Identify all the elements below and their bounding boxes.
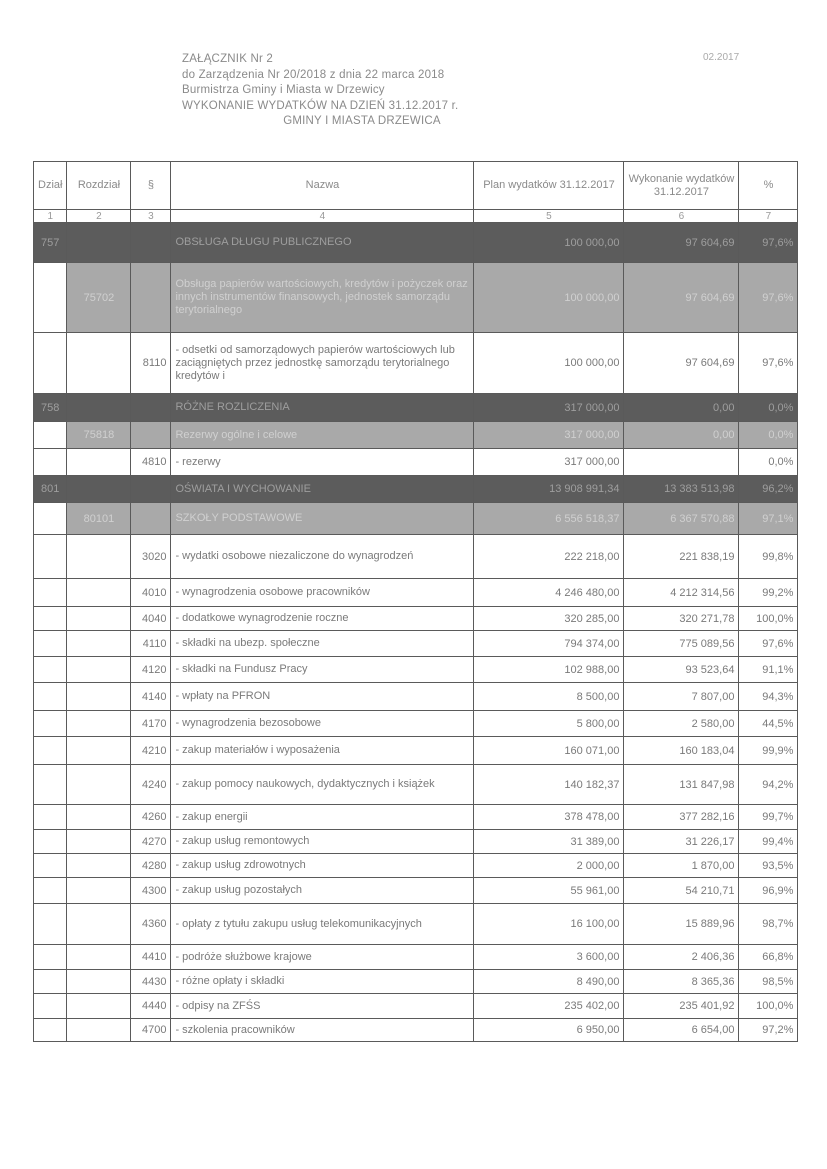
cell-dzial <box>34 904 67 945</box>
cell-dzial <box>34 830 67 854</box>
cell-paragraf <box>131 394 171 422</box>
cell-nazwa: - wynagrodzenia osobowe pracowników <box>171 579 474 607</box>
cell-wykonanie: 97 604,69 <box>624 223 739 263</box>
cell-nazwa: SZKOŁY PODSTAWOWE <box>171 503 474 535</box>
cell-wykonanie: 0,00 <box>624 394 739 422</box>
paragraf-row <box>34 657 798 683</box>
cell-rozdzial <box>67 631 131 657</box>
cell-rozdzial: 75818 <box>67 422 131 449</box>
cell-rozdzial <box>67 333 131 394</box>
cell-procent: 44,5% <box>739 711 798 737</box>
cell-wykonanie: 93 523,64 <box>624 657 739 683</box>
cell-plan: 317 000,00 <box>474 422 624 449</box>
cell-rozdzial <box>67 904 131 945</box>
header-plan: Plan wydatków 31.12.2017 <box>474 162 624 210</box>
cell-paragraf: 4360 <box>131 904 171 945</box>
column-number: 4 <box>171 210 474 223</box>
cell-plan: 6 950,00 <box>474 1019 624 1042</box>
cell-nazwa: - zakup usług zdrowotnych <box>171 854 474 878</box>
cell-plan: 6 556 518,37 <box>474 503 624 535</box>
dzial-row <box>34 394 798 422</box>
cell-wykonanie: 2 406,36 <box>624 945 739 970</box>
cell-procent: 0,0% <box>739 449 798 476</box>
cell-procent: 97,6% <box>739 631 798 657</box>
cell-paragraf <box>131 503 171 535</box>
cell-plan: 378 478,00 <box>474 805 624 830</box>
cell-rozdzial <box>67 994 131 1019</box>
cell-plan: 2 000,00 <box>474 854 624 878</box>
cell-procent: 97,6% <box>739 263 798 333</box>
cell-plan: 55 961,00 <box>474 878 624 904</box>
cell-rozdzial <box>67 854 131 878</box>
cell-plan: 8 500,00 <box>474 683 624 711</box>
cell-plan: 317 000,00 <box>474 394 624 422</box>
cell-dzial <box>34 607 67 631</box>
header-dzial: Dział <box>34 162 67 210</box>
cell-procent: 93,5% <box>739 854 798 878</box>
paragraf-row <box>34 1019 798 1042</box>
cell-plan: 4 246 480,00 <box>474 579 624 607</box>
cell-dzial: 758 <box>34 394 67 422</box>
cell-rozdzial <box>67 830 131 854</box>
header-nazwa: Nazwa <box>171 162 474 210</box>
column-number: 2 <box>67 210 131 223</box>
cell-nazwa: - zakup usług remontowych <box>171 830 474 854</box>
cell-procent: 66,8% <box>739 945 798 970</box>
cell-rozdzial <box>67 805 131 830</box>
cell-dzial <box>34 711 67 737</box>
cell-nazwa: - podróże służbowe krajowe <box>171 945 474 970</box>
cell-paragraf: 4140 <box>131 683 171 711</box>
column-number: 6 <box>624 210 739 223</box>
cell-procent: 100,0% <box>739 607 798 631</box>
cell-wykonanie: 1 870,00 <box>624 854 739 878</box>
cell-paragraf <box>131 422 171 449</box>
cell-wykonanie: 97 604,69 <box>624 263 739 333</box>
cell-plan: 100 000,00 <box>474 223 624 263</box>
cell-rozdzial: 80101 <box>67 503 131 535</box>
header-paragraf: § <box>131 162 171 210</box>
cell-nazwa: Rezerwy ogólne i celowe <box>171 422 474 449</box>
cell-paragraf: 4300 <box>131 878 171 904</box>
cell-plan: 102 988,00 <box>474 657 624 683</box>
cell-nazwa: - wynagrodzenia bezosobowe <box>171 711 474 737</box>
cell-rozdzial <box>67 1019 131 1042</box>
cell-dzial: 757 <box>34 223 67 263</box>
cell-dzial: 801 <box>34 476 67 503</box>
cell-dzial <box>34 333 67 394</box>
paragraf-row <box>34 970 798 994</box>
paragraf-row <box>34 683 798 711</box>
cell-nazwa: - odpisy na ZFŚS <box>171 994 474 1019</box>
cell-paragraf: 4440 <box>131 994 171 1019</box>
cell-nazwa: Obsługa papierów wartościowych, kredytów i pożyczek oraz innych instrumentów finansowych, jednostek samorządu terytorialnego <box>171 263 474 333</box>
paragraf-row <box>34 607 798 631</box>
cell-plan: 235 402,00 <box>474 994 624 1019</box>
cell-plan: 16 100,00 <box>474 904 624 945</box>
cell-wykonanie: 320 271,78 <box>624 607 739 631</box>
attachment-title: ZAŁĄCZNIK Nr 2 <box>182 53 273 65</box>
header-wykonanie: Wykonanie wydatków 31.12.2017 <box>624 162 739 210</box>
column-number: 5 <box>474 210 624 223</box>
cell-nazwa: - zakup pomocy naukowych, dydaktycznych i książek <box>171 765 474 805</box>
cell-paragraf: 4170 <box>131 711 171 737</box>
cell-nazwa: - zakup usług pozostałych <box>171 878 474 904</box>
cell-paragraf <box>131 476 171 503</box>
cell-wykonanie: 2 580,00 <box>624 711 739 737</box>
cell-dzial <box>34 657 67 683</box>
cell-procent: 97,6% <box>739 223 798 263</box>
cell-plan: 13 908 991,34 <box>474 476 624 503</box>
paragraf-row <box>34 945 798 970</box>
cell-paragraf: 4410 <box>131 945 171 970</box>
cell-nazwa: OBSŁUGA DŁUGU PUBLICZNEGO <box>171 223 474 263</box>
rozdzial-row <box>34 422 798 449</box>
cell-rozdzial <box>67 711 131 737</box>
cell-rozdzial: 75702 <box>67 263 131 333</box>
cell-plan: 794 374,00 <box>474 631 624 657</box>
cell-nazwa: - zakup energii <box>171 805 474 830</box>
column-number: 7 <box>739 210 798 223</box>
paragraf-row <box>34 854 798 878</box>
cell-plan: 160 071,00 <box>474 737 624 765</box>
cell-procent: 99,8% <box>739 535 798 579</box>
cell-plan: 100 000,00 <box>474 333 624 394</box>
cell-dzial <box>34 1019 67 1042</box>
cell-dzial <box>34 579 67 607</box>
cell-wykonanie: 6 367 570,88 <box>624 503 739 535</box>
cell-wykonanie: 0,00 <box>624 422 739 449</box>
cell-wykonanie: 4 212 314,56 <box>624 579 739 607</box>
cell-procent: 98,7% <box>739 904 798 945</box>
cell-procent: 97,6% <box>739 333 798 394</box>
rozdzial-row <box>34 503 798 535</box>
cell-plan: 8 490,00 <box>474 970 624 994</box>
dzial-row <box>34 223 798 263</box>
paragraf-row <box>34 904 798 945</box>
cell-nazwa: - rezerwy <box>171 449 474 476</box>
paragraf-row <box>34 765 798 805</box>
cell-paragraf: 4270 <box>131 830 171 854</box>
cell-wykonanie: 97 604,69 <box>624 333 739 394</box>
column-number-row <box>34 210 798 223</box>
cell-paragraf: 4210 <box>131 737 171 765</box>
cell-dzial <box>34 970 67 994</box>
cell-paragraf: 4700 <box>131 1019 171 1042</box>
cell-dzial <box>34 945 67 970</box>
cell-procent: 97,2% <box>739 1019 798 1042</box>
cell-plan: 140 182,37 <box>474 765 624 805</box>
cell-paragraf: 4810 <box>131 449 171 476</box>
cell-wykonanie: 377 282,16 <box>624 805 739 830</box>
cell-dzial <box>34 765 67 805</box>
cell-paragraf: 4260 <box>131 805 171 830</box>
issuer-line: Burmistrza Gminy i Miasta w Drzewicy <box>182 84 385 96</box>
cell-nazwa: RÓŻNE ROZLICZENIA <box>171 394 474 422</box>
header-procent: % <box>739 162 798 210</box>
paragraf-row <box>34 805 798 830</box>
cell-nazwa: - zakup materiałów i wyposażenia <box>171 737 474 765</box>
cell-wykonanie: 13 383 513,98 <box>624 476 739 503</box>
paragraf-row <box>34 711 798 737</box>
cell-nazwa: - składki na Fundusz Pracy <box>171 657 474 683</box>
cell-dzial <box>34 805 67 830</box>
cell-procent: 98,5% <box>739 970 798 994</box>
cell-paragraf: 4010 <box>131 579 171 607</box>
cell-wykonanie: 131 847,98 <box>624 765 739 805</box>
cell-plan: 5 800,00 <box>474 711 624 737</box>
report-title: WYKONANIE WYDATKÓW NA DZIEŃ 31.12.2017 r. <box>182 99 459 112</box>
rozdzial-row <box>34 263 798 333</box>
cell-procent: 96,9% <box>739 878 798 904</box>
cell-wykonanie: 160 183,04 <box>624 737 739 765</box>
cell-wykonanie: 15 889,96 <box>624 904 739 945</box>
cell-rozdzial <box>67 737 131 765</box>
cell-paragraf: 4430 <box>131 970 171 994</box>
cell-nazwa: - dodatkowe wynagrodzenie roczne <box>171 607 474 631</box>
cell-nazwa: - różne opłaty i składki <box>171 970 474 994</box>
cell-procent: 94,3% <box>739 683 798 711</box>
cell-procent: 99,2% <box>739 579 798 607</box>
cell-nazwa: - odsetki od samorządowych papierów wartościowych lub zaciągniętych przez jednostkę samorządu terytorialnego kredytów i <box>171 333 474 394</box>
cell-dzial <box>34 878 67 904</box>
cell-procent: 96,2% <box>739 476 798 503</box>
cell-wykonanie: 54 210,71 <box>624 878 739 904</box>
cell-wykonanie: 6 654,00 <box>624 1019 739 1042</box>
page-code: 02.2017 <box>703 52 740 63</box>
cell-wykonanie: 8 365,36 <box>624 970 739 994</box>
cell-nazwa: - wydatki osobowe niezaliczone do wynagrodzeń <box>171 535 474 579</box>
cell-rozdzial <box>67 607 131 631</box>
cell-rozdzial <box>67 683 131 711</box>
cell-dzial <box>34 263 67 333</box>
cell-plan: 222 218,00 <box>474 535 624 579</box>
cell-nazwa: - opłaty z tytułu zakupu usług telekomunikacyjnych <box>171 904 474 945</box>
cell-rozdzial <box>67 535 131 579</box>
cell-dzial <box>34 422 67 449</box>
cell-paragraf <box>131 223 171 263</box>
cell-wykonanie: 221 838,19 <box>624 535 739 579</box>
column-number: 3 <box>131 210 171 223</box>
dzial-row <box>34 476 798 503</box>
cell-paragraf <box>131 263 171 333</box>
municipality-name: GMINY I MIASTA DRZEWICA <box>283 115 441 127</box>
cell-rozdzial <box>67 945 131 970</box>
cell-dzial <box>34 994 67 1019</box>
cell-procent: 97,1% <box>739 503 798 535</box>
cell-dzial <box>34 631 67 657</box>
cell-paragraf: 8110 <box>131 333 171 394</box>
cell-nazwa: - wpłaty na PFRON <box>171 683 474 711</box>
cell-dzial <box>34 449 67 476</box>
cell-rozdzial <box>67 449 131 476</box>
cell-paragraf: 4120 <box>131 657 171 683</box>
cell-wykonanie <box>624 449 739 476</box>
cell-nazwa: OŚWIATA I WYCHOWANIE <box>171 476 474 503</box>
cell-rozdzial <box>67 476 131 503</box>
header-rozdzial: Rozdział <box>67 162 131 210</box>
cell-nazwa: - szkolenia pracowników <box>171 1019 474 1042</box>
ordinance-reference: do Zarządzenia Nr 20/2018 z dnia 22 marca 2018 <box>182 68 445 81</box>
cell-dzial <box>34 503 67 535</box>
cell-rozdzial <box>67 657 131 683</box>
paragraf-row <box>34 878 798 904</box>
paragraf-row <box>34 631 798 657</box>
cell-plan: 100 000,00 <box>474 263 624 333</box>
cell-rozdzial <box>67 765 131 805</box>
cell-procent: 0,0% <box>739 394 798 422</box>
cell-plan: 31 389,00 <box>474 830 624 854</box>
cell-dzial <box>34 535 67 579</box>
cell-wykonanie: 7 807,00 <box>624 683 739 711</box>
cell-dzial <box>34 683 67 711</box>
cell-rozdzial <box>67 970 131 994</box>
cell-paragraf: 4240 <box>131 765 171 805</box>
cell-wykonanie: 775 089,56 <box>624 631 739 657</box>
paragraf-row <box>34 535 798 579</box>
cell-plan: 3 600,00 <box>474 945 624 970</box>
document-header <box>182 52 602 130</box>
cell-paragraf: 3020 <box>131 535 171 579</box>
paragraf-row <box>34 737 798 765</box>
column-number: 1 <box>34 210 67 223</box>
cell-dzial <box>34 737 67 765</box>
expenditure-table <box>33 161 798 1042</box>
cell-procent: 91,1% <box>739 657 798 683</box>
cell-wykonanie: 235 401,92 <box>624 994 739 1019</box>
cell-plan: 320 285,00 <box>474 607 624 631</box>
paragraf-row <box>34 579 798 607</box>
cell-rozdzial <box>67 223 131 263</box>
cell-paragraf: 4110 <box>131 631 171 657</box>
cell-rozdzial <box>67 878 131 904</box>
cell-rozdzial <box>67 394 131 422</box>
cell-rozdzial <box>67 579 131 607</box>
cell-procent: 99,7% <box>739 805 798 830</box>
paragraf-row <box>34 333 798 394</box>
cell-procent: 94,2% <box>739 765 798 805</box>
cell-procent: 99,9% <box>739 737 798 765</box>
cell-wykonanie: 31 226,17 <box>624 830 739 854</box>
cell-nazwa: - składki na ubezp. społeczne <box>171 631 474 657</box>
table-header-row <box>34 162 798 210</box>
paragraf-row <box>34 994 798 1019</box>
cell-procent: 99,4% <box>739 830 798 854</box>
cell-paragraf: 4280 <box>131 854 171 878</box>
cell-paragraf: 4040 <box>131 607 171 631</box>
cell-plan: 317 000,00 <box>474 449 624 476</box>
paragraf-row <box>34 830 798 854</box>
paragraf-row <box>34 449 798 476</box>
cell-procent: 0,0% <box>739 422 798 449</box>
cell-dzial <box>34 854 67 878</box>
cell-procent: 100,0% <box>739 994 798 1019</box>
